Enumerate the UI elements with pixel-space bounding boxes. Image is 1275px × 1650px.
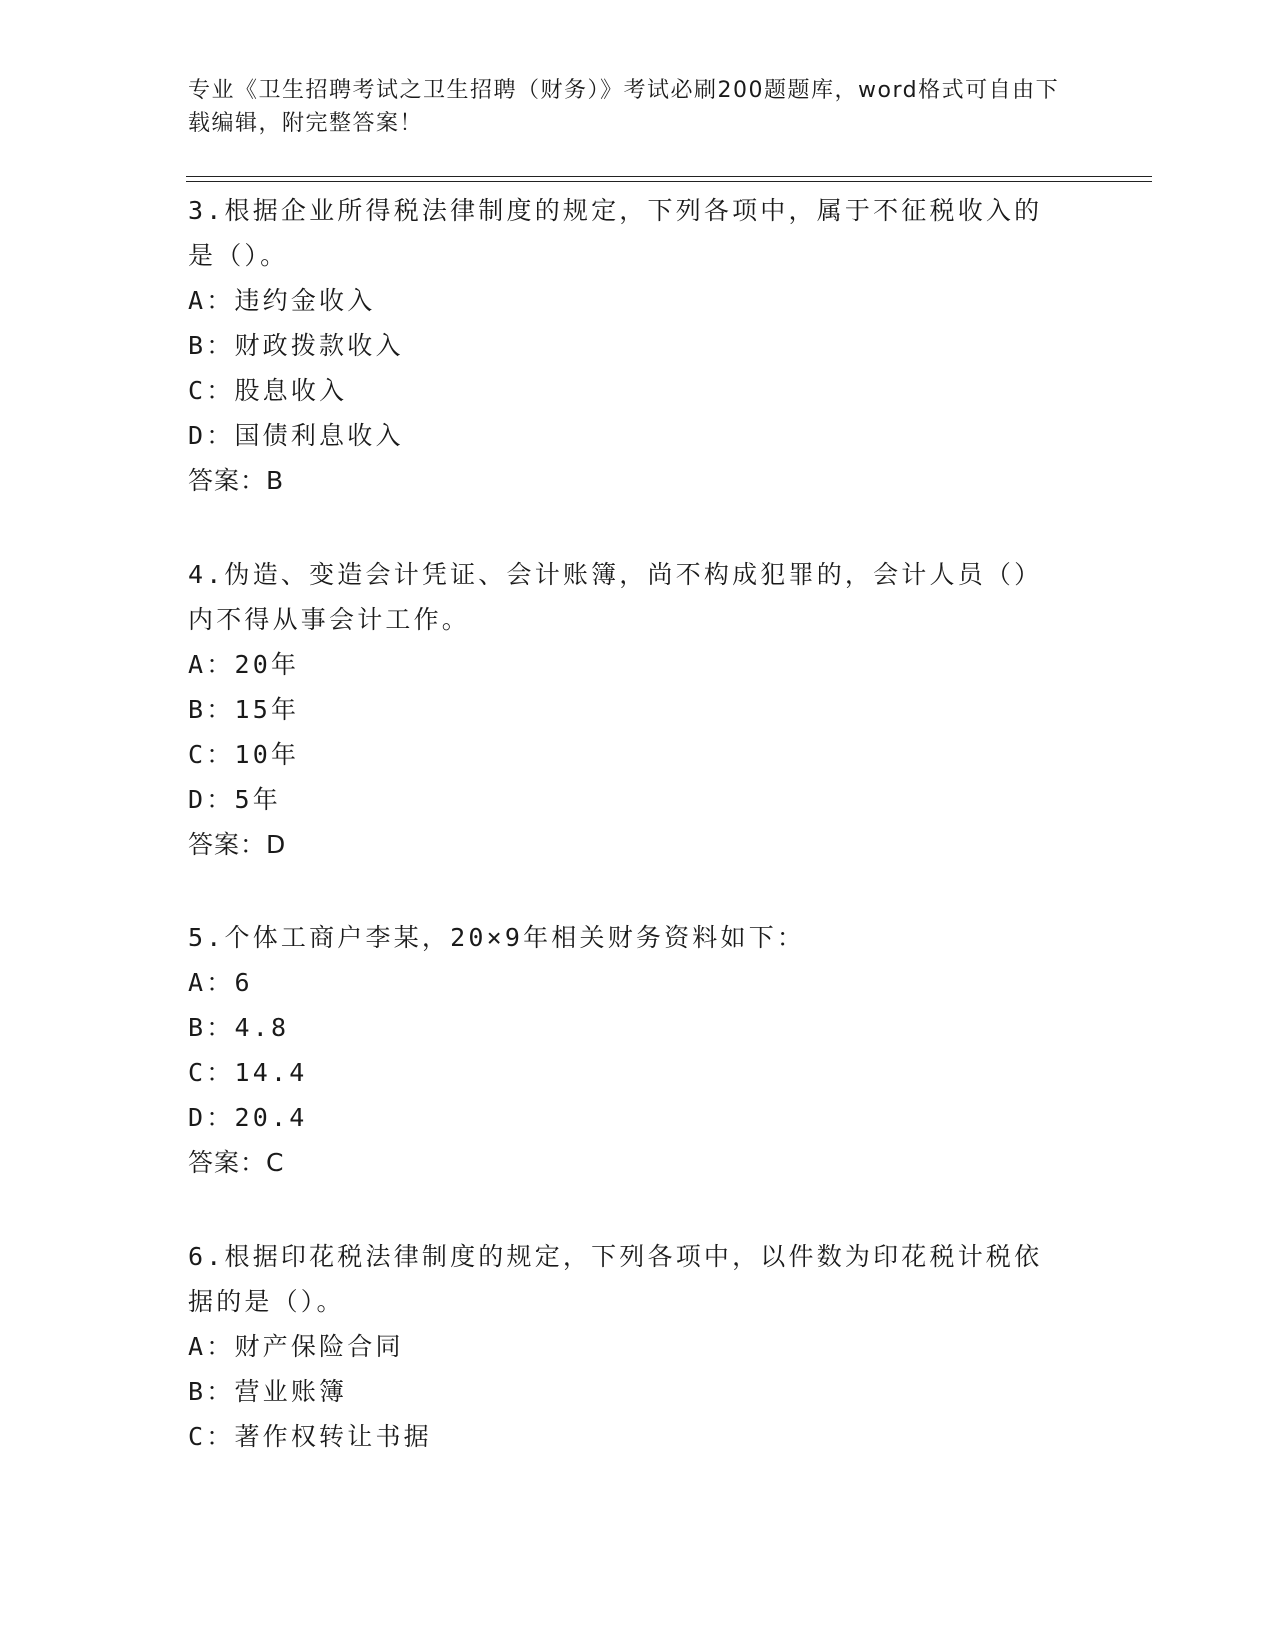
option-c: C：10年 (188, 740, 300, 769)
question-4 (188, 552, 1068, 867)
answer: 答案：C (188, 1148, 285, 1177)
option-d: D：20.4 (188, 1103, 308, 1132)
option-b: B：营业账簿 (188, 1377, 348, 1406)
question-stem: 5.个体工商户李某，20×9年相关财务资料如下： (188, 923, 806, 952)
option-d: D：5年 (188, 785, 281, 814)
option-a: A：6 (188, 968, 253, 997)
answer: 答案：B (188, 466, 285, 495)
question-5 (188, 915, 1068, 1185)
answer: 答案：D (188, 830, 287, 859)
option-b: B：15年 (188, 695, 300, 724)
option-d: D：国债利息收入 (188, 421, 404, 450)
question-stem: 4.伪造、变造会计凭证、会计账簿，尚不构成犯罪的，会计人员（）内不得从事会计工作。 (188, 560, 1043, 634)
question-stem: 3.根据企业所得税法律制度的规定，下列各项中，属于不征税收入的是（）。 (188, 196, 1043, 270)
document-header: 专业《卫生招聘考试之卫生招聘（财务）》考试必刷200题题库，word格式可自由下载编辑，附完整答案！ (188, 78, 1060, 136)
header-divider-bottom (186, 181, 1152, 182)
option-c: C：14.4 (188, 1058, 308, 1087)
option-c: C：著作权转让书据 (188, 1422, 432, 1451)
option-c: C：股息收入 (188, 376, 348, 405)
option-a: A：财产保险合同 (188, 1332, 404, 1361)
header-divider-top (186, 176, 1152, 177)
option-b: B：4.8 (188, 1013, 290, 1042)
question-6 (188, 1234, 1068, 1459)
option-b: B：财政拨款收入 (188, 331, 404, 360)
question-stem: 6.根据印花税法律制度的规定，下列各项中，以件数为印花税计税依据的是（）。 (188, 1242, 1043, 1316)
question-3 (188, 188, 1068, 503)
option-a: A：20年 (188, 650, 300, 679)
option-a: A：违约金收入 (188, 286, 376, 315)
